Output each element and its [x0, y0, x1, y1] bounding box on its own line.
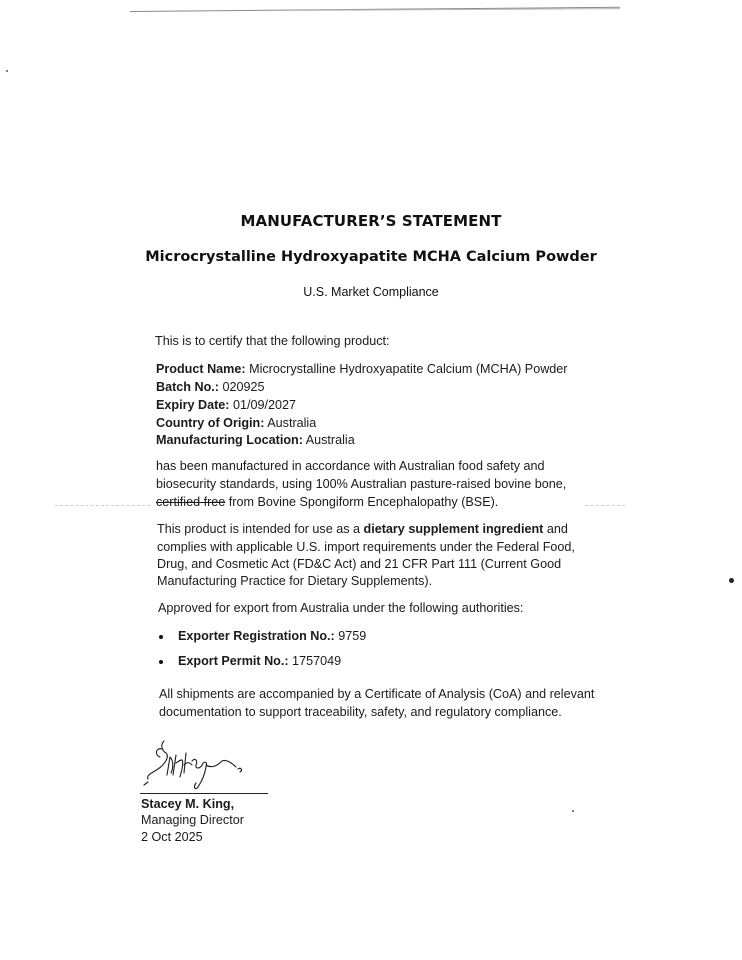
- approval-intro: Approved for export from Australia under the following authorities:: [158, 601, 524, 615]
- para1-line2: biosecurity standards, using 100% Australian pasture-raised bovine bone,: [156, 477, 567, 491]
- compliance-label: U.S. Market Compliance: [303, 285, 439, 299]
- para2-line1-pre: This product is intended for use as a: [157, 522, 364, 536]
- struck-text: certified free: [156, 495, 226, 509]
- signature-date: 2 Oct 2025: [141, 830, 203, 844]
- field-value: 020925: [218, 380, 265, 394]
- expiry-date-field: [156, 397, 296, 414]
- para2-line2: complies with applicable U.S. import requirements under the Federal Food,: [157, 540, 575, 554]
- handwritten-signature: [140, 735, 255, 795]
- para2-line4: Manufacturing Practice for Dietary Supplements).: [157, 574, 433, 588]
- authority-value: 9759: [334, 629, 367, 643]
- para2-line1-post: and: [543, 522, 568, 536]
- para1-line3: [156, 494, 498, 511]
- document-subtitle: Microcrystalline Hydroxyapatite MCHA Calcium Powder: [145, 249, 597, 265]
- authority-label: Export Permit No.:: [178, 654, 289, 668]
- authority-label: Exporter Registration No.:: [178, 629, 335, 643]
- para1-line1: has been manufactured in accordance with Australian food safety and: [156, 459, 545, 473]
- signature-line: [140, 793, 268, 794]
- field-value: Australia: [302, 433, 355, 447]
- product-name-field: [156, 361, 568, 378]
- scan-dash-line: [585, 505, 625, 506]
- para3-line2: documentation to support traceability, safety, and regulatory compliance.: [159, 705, 562, 719]
- export-permit-item: [178, 653, 341, 670]
- manufacturing-location-field: [156, 432, 355, 449]
- batch-no-field: [156, 379, 265, 396]
- field-label: Expiry Date:: [156, 398, 230, 412]
- para2-line3: Drug, and Cosmetic Act (FD&C Act) and 21 CFR Part 111 (Current Good: [157, 557, 562, 571]
- bullet-icon: [159, 635, 163, 639]
- scan-speck: [572, 810, 574, 812]
- field-value: Microcrystalline Hydroxyapatite Calcium (MCHA) Powder: [245, 362, 568, 376]
- field-value: 01/09/2027: [229, 398, 297, 412]
- field-label: Country of Origin:: [156, 416, 265, 430]
- exporter-registration-item: [178, 628, 366, 645]
- para2-line1: [157, 521, 568, 538]
- para2-emphasis: dietary supplement ingredient: [363, 522, 544, 536]
- scan-speck: [729, 578, 734, 583]
- para3-line1: All shipments are accompanied by a Certificate of Analysis (CoA) and relevant: [159, 687, 595, 701]
- field-label: Product Name:: [156, 362, 246, 376]
- country-of-origin-field: [156, 415, 316, 432]
- field-value: Australia: [264, 416, 317, 430]
- document-title: MANUFACTURER’S STATEMENT: [240, 212, 502, 230]
- signatory-title: Managing Director: [141, 813, 244, 827]
- authority-value: 1757049: [288, 654, 342, 668]
- signatory-name: Stacey M. King,: [141, 797, 235, 811]
- certify-intro: This is to certify that the following product:: [155, 334, 390, 348]
- bullet-icon: [159, 660, 163, 664]
- field-label: Manufacturing Location:: [156, 433, 303, 447]
- scan-speck: [6, 70, 8, 72]
- scan-dash-line: [55, 505, 150, 506]
- para1-line3-rest: from Bovine Spongiform Encephalopathy (BSE).: [225, 495, 499, 509]
- field-label: Batch No.:: [156, 380, 219, 394]
